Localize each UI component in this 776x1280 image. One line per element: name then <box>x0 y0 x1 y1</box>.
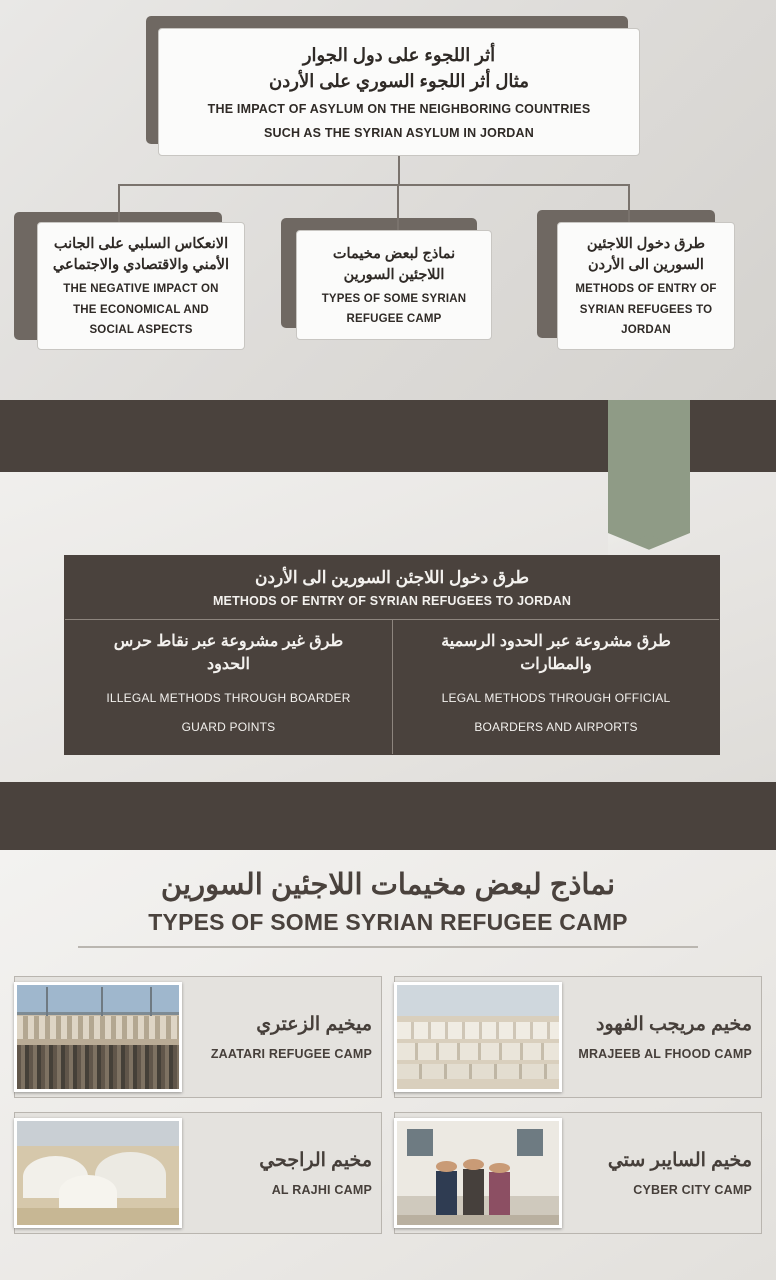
child-1-english-line-1: THE NEGATIVE IMPACT ON <box>63 283 219 296</box>
camp-item-cyber-city[interactable] <box>394 1112 762 1234</box>
camps-grid <box>14 976 762 1234</box>
cyber-city-camp-photo <box>394 1118 562 1228</box>
org-node-root[interactable] <box>158 28 640 156</box>
root-arabic-line-2: مثال أثر اللجوء السوري على الأردن <box>269 71 529 92</box>
child-2-arabic-line-2: اللاجئين السورين <box>343 266 445 283</box>
camp-label-zaatari <box>194 976 372 1098</box>
legal-english-line-1: LEGAL METHODS THROUGH OFFICIAL <box>441 690 671 705</box>
org-node-camp-types[interactable] <box>296 230 492 340</box>
child-1-english-line-3: SOCIAL ASPECTS <box>89 324 193 337</box>
camp-label-rajhi <box>194 1112 372 1234</box>
ribbon-decoration <box>608 400 690 555</box>
camp-item-mrajeeb[interactable] <box>394 976 762 1098</box>
child-3-english-line-1: METHODS OF ENTRY OF <box>575 283 717 296</box>
rajhi-english: AL RAJHI CAMP <box>271 1182 372 1197</box>
child-2-english-line-2: REFUGEE CAMP <box>346 313 442 326</box>
illegal-english-line-1: ILLEGAL METHODS THROUGH BOARDER <box>106 690 351 705</box>
camps-title <box>0 850 776 937</box>
legal-english-line-2: BOARDERS AND AIRPORTS <box>474 720 638 735</box>
child-3-english-line-3: JORDAN <box>621 324 671 337</box>
camp-label-cyber-city <box>574 1112 752 1234</box>
illegal-english-line-2: GUARD POINTS <box>181 720 276 735</box>
connector-down-1 <box>118 184 120 222</box>
mrajeeb-english: MRAJEEB AL FHOOD CAMP <box>578 1046 752 1061</box>
legal-arabic-line-2: والمطارات <box>520 656 592 674</box>
illegal-arabic-line-2: الحدود <box>207 656 250 674</box>
rajhi-camp-photo <box>14 1118 182 1228</box>
camp-item-rajhi[interactable] <box>14 1112 382 1234</box>
legal-arabic-line-1: طرق مشروعة عبر الحدود الرسمية <box>441 633 671 651</box>
org-node-negative-impact[interactable] <box>37 222 245 350</box>
connector-horizontal <box>118 184 630 186</box>
org-chart <box>0 0 776 400</box>
entry-cell-legal[interactable] <box>392 620 719 754</box>
org-node-entry-methods[interactable] <box>557 222 735 350</box>
zaatari-english: ZAATARI REFUGEE CAMP <box>210 1046 372 1061</box>
zaatari-camp-photo <box>14 982 182 1092</box>
entry-methods-columns <box>65 619 719 754</box>
root-english-line-1: THE IMPACT OF ASYLUM ON THE NEIGHBORING COUNTRIES <box>207 102 591 117</box>
cyber-city-english: CYBER CITY CAMP <box>633 1182 752 1197</box>
entry-cell-illegal[interactable] <box>65 620 392 754</box>
root-arabic-line-1: أثر اللجوء على دول الجوار <box>302 45 496 66</box>
root-english-line-2: SUCH AS THE SYRIAN ASYLUM IN JORDAN <box>264 126 534 141</box>
child-2-arabic-line-1: نماذج لبعض مخيمات <box>332 245 456 262</box>
child-1-arabic-line-2: الأمني والاقتصادي والاجتماعي <box>52 257 230 274</box>
slide-entry-methods <box>0 400 776 850</box>
camp-label-mrajeeb <box>574 976 752 1098</box>
connector-root-stem <box>398 156 400 184</box>
rajhi-arabic: مخيم الراجحي <box>259 1150 372 1172</box>
slide-camp-types <box>0 850 776 1280</box>
entry-header-english: METHODS OF ENTRY OF SYRIAN REFUGEES TO JORDAN <box>212 593 572 608</box>
camps-title-english: TYPES OF SOME SYRIAN REFUGEE CAMP <box>148 909 628 936</box>
camps-title-arabic: نماذج لبعض مخيمات اللاجئين السورين <box>160 869 616 901</box>
slide-org-chart <box>0 0 776 400</box>
entry-methods-header <box>65 556 719 619</box>
bottom-band <box>0 782 776 850</box>
child-1-english-line-2: THE ECONOMICAL AND <box>73 303 209 316</box>
illegal-arabic-line-1: طرق غير مشروعة عبر نقاط حرس <box>113 633 344 651</box>
child-3-arabic-line-1: طرق دخول اللاجئين <box>586 236 706 253</box>
child-3-arabic-line-2: السورين الى الأردن <box>588 257 704 274</box>
child-1-arabic-line-1: الانعكاس السلبي على الجانب <box>53 236 229 253</box>
cyber-city-arabic: مخيم السايبر ستي <box>607 1150 752 1172</box>
mrajeeb-camp-photo <box>394 982 562 1092</box>
connector-down-3 <box>628 184 630 222</box>
entry-header-arabic: طرق دخول اللاجئن السورين الى الأردن <box>254 568 530 587</box>
zaatari-arabic: ميخيم الزعتري <box>256 1014 372 1036</box>
connector-down-2 <box>397 184 399 230</box>
child-3-english-line-2: SYRIAN REFUGEES TO <box>579 303 713 316</box>
camp-item-zaatari[interactable] <box>14 976 382 1098</box>
title-divider <box>78 946 698 948</box>
mrajeeb-arabic: مخيم مريجب الفهود <box>596 1014 752 1036</box>
child-2-english-line-1: TYPES OF SOME SYRIAN <box>321 292 467 305</box>
entry-methods-table <box>64 555 720 755</box>
